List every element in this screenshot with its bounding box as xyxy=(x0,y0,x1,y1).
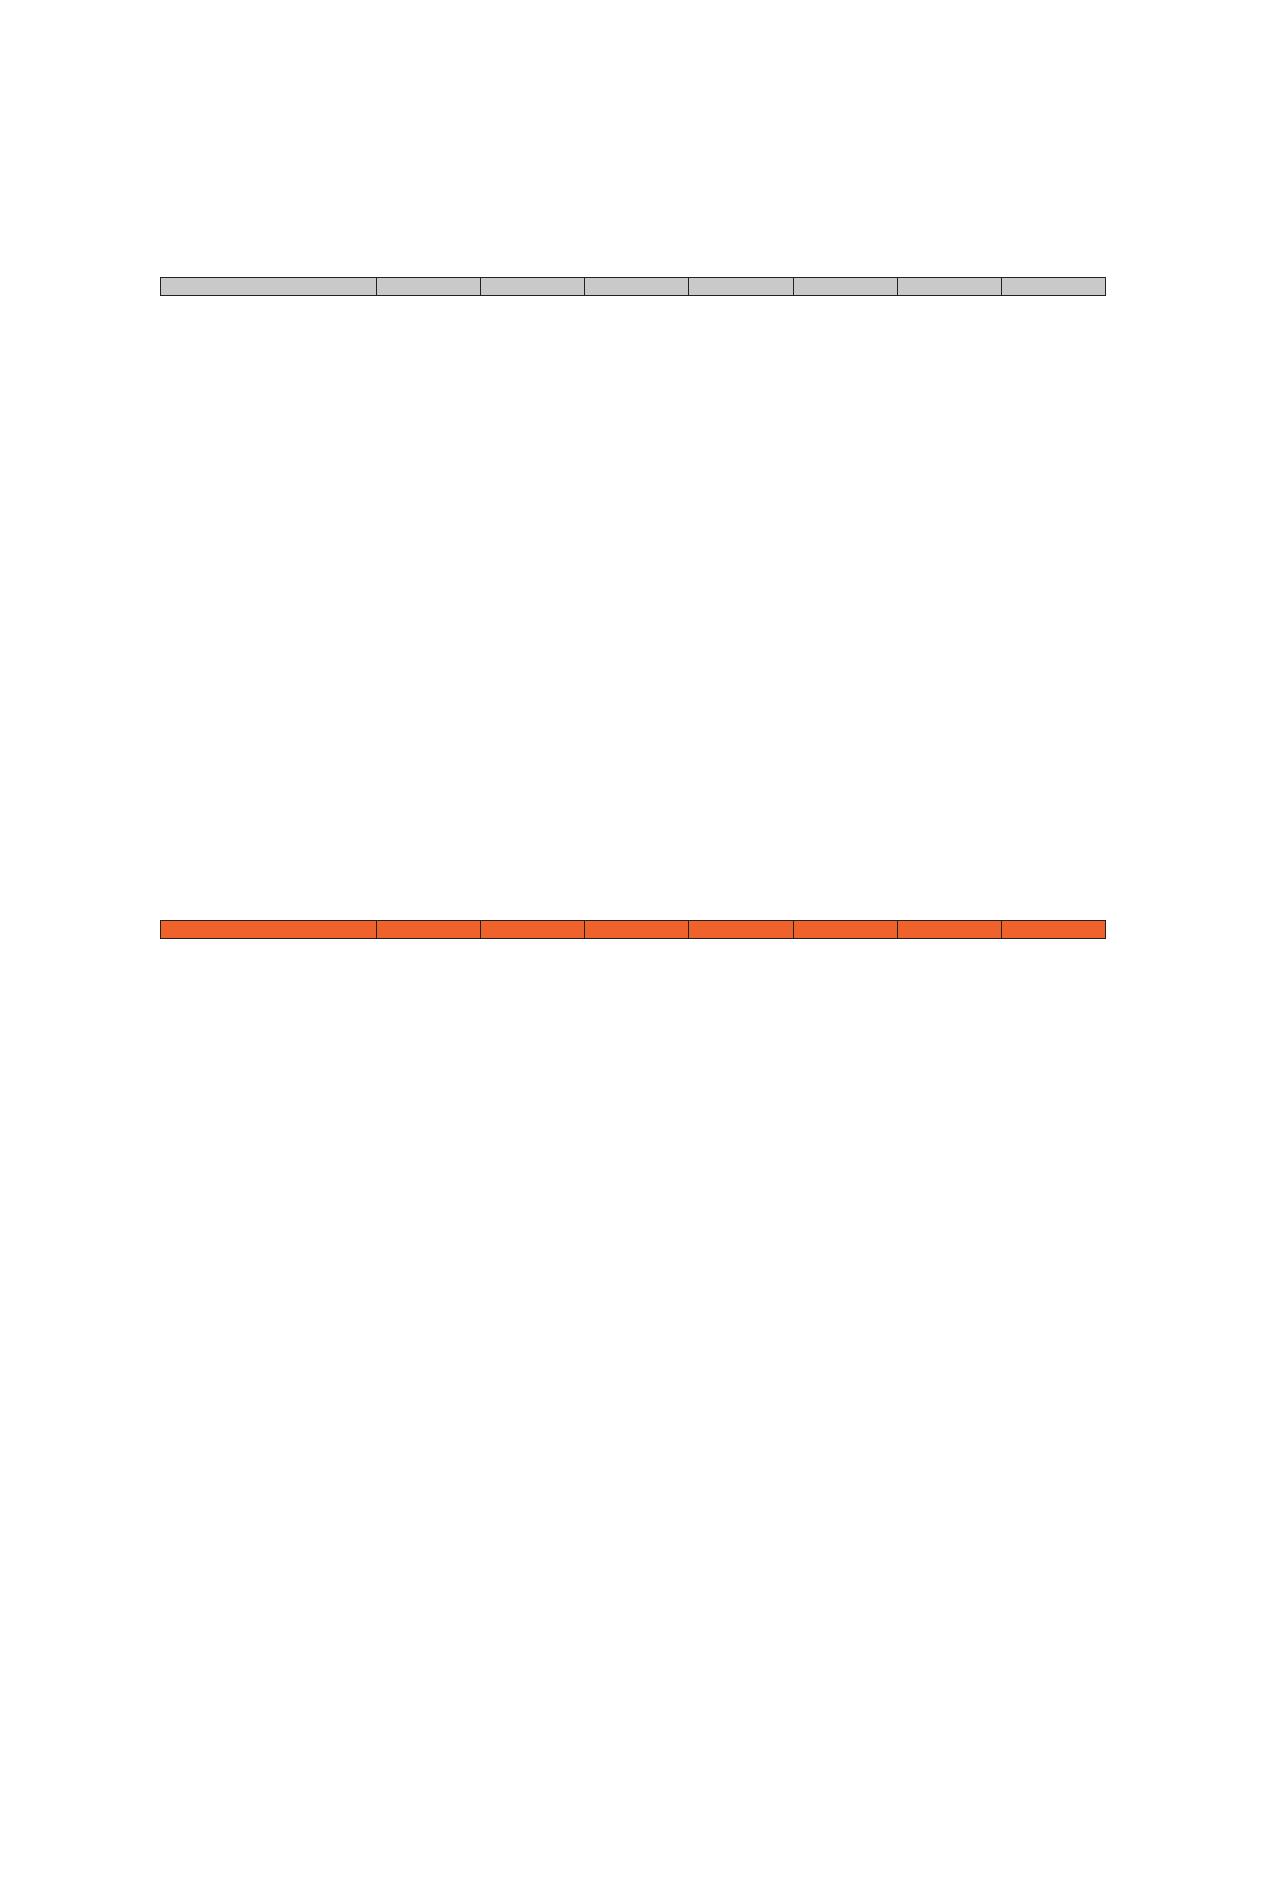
header-year xyxy=(1001,278,1105,296)
table-header-row xyxy=(161,278,1106,296)
header-year xyxy=(377,921,481,939)
header-year xyxy=(689,278,793,296)
investigators-table xyxy=(160,277,1106,296)
header-year xyxy=(793,278,897,296)
header-year xyxy=(793,921,897,939)
header-label xyxy=(161,921,377,939)
table-header-row xyxy=(161,921,1106,939)
header-year xyxy=(897,278,1001,296)
incoming-procedures-table xyxy=(160,920,1106,939)
header-year xyxy=(1001,921,1105,939)
header-year xyxy=(897,921,1001,939)
header-label xyxy=(161,278,377,296)
header-year xyxy=(481,921,585,939)
header-year xyxy=(377,278,481,296)
body-paragraph xyxy=(158,721,1110,754)
header-year xyxy=(585,278,689,296)
header-year xyxy=(481,278,585,296)
header-year xyxy=(585,921,689,939)
header-year xyxy=(689,921,793,939)
